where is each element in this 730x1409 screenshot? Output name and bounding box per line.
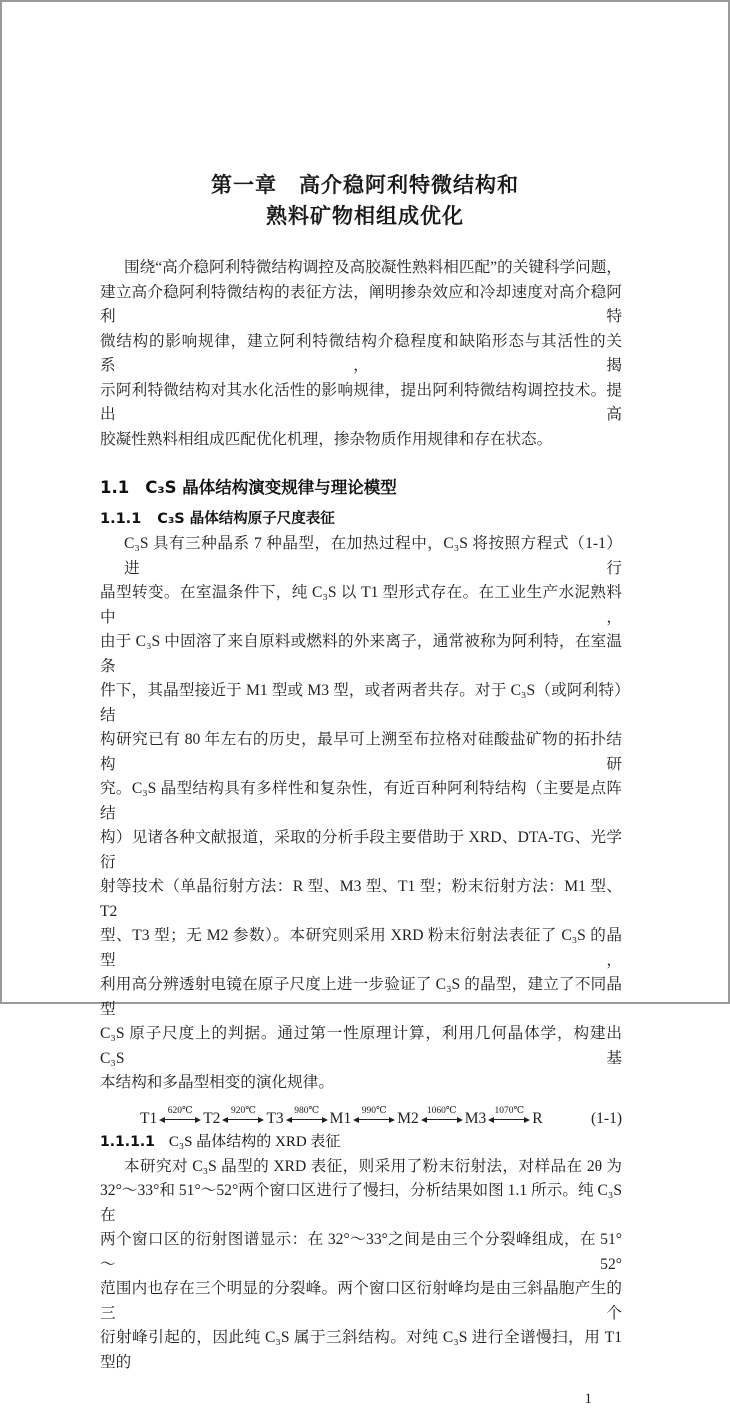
equation-1-1	[140, 1106, 543, 1128]
double-arrow-icon	[421, 1116, 463, 1124]
phase-label: T1	[140, 1109, 158, 1127]
text-line: 两个窗口区的衍射图谱显示：在 32°～33°之间是由三个分裂峰组成，在 51°～52°	[100, 1231, 622, 1273]
text-line: 本结构和多晶型相变的演化规律。	[100, 1074, 334, 1091]
equation-row	[100, 1100, 622, 1128]
chapter-title-line-1: 第一章 高介稳阿利特微结构和	[211, 173, 519, 197]
transition-temperature: 1060℃	[426, 1105, 457, 1116]
section-title: C₃S 晶体结构演变规律与理论模型	[145, 478, 397, 497]
body-paragraph-1	[100, 532, 622, 1096]
text-line: 建立高介稳阿利特微结构的表征方法，阐明掺杂效应和冷却速度对高介稳阿利特	[100, 283, 622, 325]
chapter-title-line-2: 熟料矿物相组成优化	[266, 204, 464, 228]
double-arrow-icon	[353, 1116, 395, 1124]
text-line: 围绕“高介稳阿利特微结构调控及高胶凝性熟料相匹配”的关键科学问题，	[124, 259, 622, 276]
transition-temperature: 980℃	[294, 1105, 320, 1116]
section-heading-1-1-1	[100, 506, 622, 532]
phase-label: M2	[397, 1109, 419, 1127]
double-arrow-icon	[488, 1116, 530, 1124]
text-line: 型、T3 型；无 M2 参数）。本研究则采用 XRD 粉末衍射法表征了 C₃S 的晶型，	[100, 927, 622, 969]
double-arrow-icon	[159, 1116, 201, 1124]
transition-arrow	[221, 1106, 265, 1128]
phase-label: M1	[329, 1109, 352, 1127]
transition-arrow	[487, 1106, 531, 1128]
transition-arrow	[352, 1106, 396, 1128]
section-number: 1.1	[100, 478, 130, 497]
phase-label: T3	[266, 1109, 284, 1127]
page-content	[100, 0, 622, 1409]
transition-arrow	[158, 1106, 202, 1128]
phase-label: R	[532, 1109, 543, 1127]
double-arrow-icon	[222, 1116, 264, 1124]
text-line: 本研究对 C₃S 晶型的 XRD 表征，则采用了粉末衍射法，对样品在 2θ 为	[124, 1157, 622, 1175]
transition-temperature: 620℃	[167, 1105, 193, 1116]
body-paragraph-2	[100, 1155, 622, 1376]
page-number: 1	[584, 1391, 592, 1407]
text-line: 究。C₃S 晶型结构具有多样性和复杂性，有近百种阿利特结构（主要是点阵结	[100, 780, 622, 822]
text-line: 件下，其晶型接近于 M1 型或 M3 型，或者两者共存。对于 C₃S（或阿利特）结	[100, 682, 622, 724]
transition-temperature: 920℃	[230, 1105, 256, 1116]
phase-label: T2	[203, 1109, 221, 1127]
transition-arrow	[420, 1106, 464, 1128]
text-line: 胶凝性熟料相组成匹配优化机理，掺杂物质作用规律和存在状态。	[100, 430, 553, 448]
intro-paragraph	[100, 256, 622, 452]
text-line: 利用高分辨透射电镜在原子尺度上进一步验证了 C₃S 的晶型，建立了不同晶型	[100, 976, 622, 1018]
section-title: C₃S 晶体结构的 XRD 表征	[168, 1133, 341, 1150]
text-line: 微结构的影响规律，建立阿利特微结构介稳程度和缺陷形态与其活性的关系，揭	[100, 332, 622, 374]
text-line: 示阿利特微结构对其水化活性的影响规律，提出阿利特微结构调控技术。提出高	[100, 381, 622, 423]
section-title: C₃S 晶体结构原子尺度表征	[157, 511, 335, 527]
text-line: 衍射峰引起的，因此纯 C₃S 属于三斜结构。对纯 C₃S 进行全谱慢扫，用 T1 型的	[100, 1329, 622, 1371]
text-line: 32°～33°和 51°～52°两个窗口区进行了慢扫，分析结果如图 1.1 所示。纯 C₃S 在	[100, 1182, 622, 1224]
section-number: 1.1.1.1	[100, 1133, 155, 1150]
text-line: 由于 C₃S 中固溶了来自原料或燃料的外来离子，通常被称为阿利特，在室温条	[100, 633, 622, 675]
text-line: 构）见诸各种文献报道，采取的分析手段主要借助于 XRD、DTA-TG、光学衍	[100, 829, 622, 871]
text-line: 范围内也存在三个明显的分裂峰。两个窗口区衍射峰均是由三斜晶胞产生的三个	[100, 1280, 622, 1322]
text-line: C₃S 原子尺度上的判据。通过第一性原理计算，利用几何晶体学，构建出 C₃S 基	[100, 1025, 622, 1067]
text-line: 射等技术（单晶衍射方法：R 型、M3 型、T1 型；粉末衍射方法：M1 型、T2	[100, 878, 622, 920]
equation-number: (1-1)	[591, 1109, 622, 1127]
section-heading-1-1	[100, 474, 622, 502]
transition-arrow	[285, 1106, 329, 1128]
section-number: 1.1.1	[100, 511, 142, 527]
text-line: 构研究已有 80 年左右的历史，最早可上溯至布拉格对硅酸盐矿物的拓扑结构研	[100, 731, 622, 773]
text-line: C₃S 具有三种晶系 7 种晶型，在加热过程中，C₃S 将按照方程式（1-1）进行	[124, 535, 622, 577]
double-arrow-icon	[286, 1116, 328, 1124]
text-line: 晶型转变。在室温条件下，纯 C₃S 以 T1 型形式存在。在工业生产水泥熟料中，	[100, 584, 622, 626]
phase-label: M3	[464, 1109, 487, 1127]
transition-temperature: 1070℃	[494, 1105, 525, 1116]
section-heading-1-1-1-1	[100, 1130, 622, 1155]
transition-temperature: 990℃	[361, 1105, 387, 1116]
